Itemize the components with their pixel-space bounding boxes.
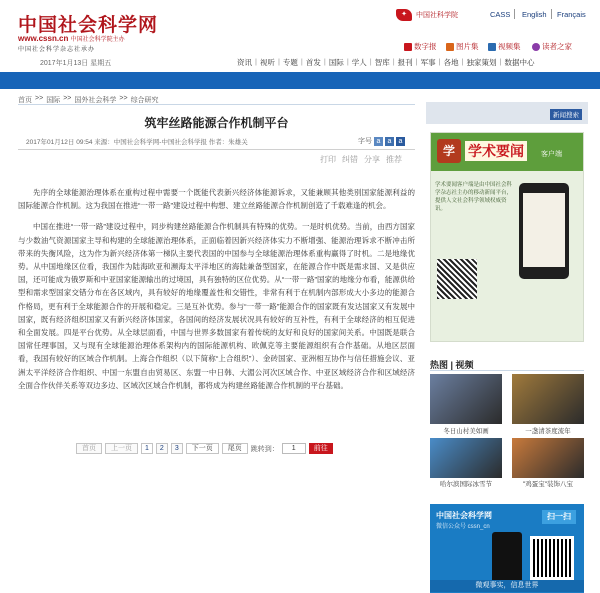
article-paragraph: 中国在推进“一带一路”建设过程中，同步构建丝路能源合作机制具有特殊的优势。一是时机优势。当前，由西方国家与少数油气资源国家主导和构建的全球能源治理体系，正面临着因新兴经济体实力不断增强、能源治理诉求不断冲击所带来的失衡风险，这为作为新兴经济体第一梯队主要代表国的中国参与全球能源治理体系重构赢得了时机。二是地缘优势。从中国地缘区位看，我国作为陆海欧亚和濒海太平洋地区的海陆兼备型国家，在能源合作中既是需求国、又是供应国，还可能成为俄罗斯和中亚国家能源输出的过境国，具有独特的区位优势。从“一带一路”国家的地缘分布看，能源供给型和需求型国家交错分布在各区域内，具有较好的地缘覆盖性和交错性，非常有利于在机制内部形成大小多边的能源合作格局，更有利于全球能源合作的开展和稳定。三是互补优势。参与“一带一路”能源合作的国家既有发达国家又有发展中国家，既有经济组织国家又有新兴经济体国家，各国间的经济发展状况具有较好的互补性，有利于全球经济的相互促进和全面发展。四是平台优势。从全球层面看，中国与世界多数国家有着传统的友好和良好的国家间关系。中国既是联合国常任理事国，又与现有全球能源治理体系架构内的国际能源机构、欧佩克等主要能源组织有合作基础。从地区层面看，我国有较好的区域合作机制。上海合作组织（以下简称“上合组织”）、金砖国家、亚洲相互协作与信任措施会议、亚洲太平洋经济合作组织、中国一东盟自由贸易区、东盟一中日韩、大湄公河次区域合作、中亚区域经济合作和区域经济全面合作伙伴关系等双边多边、区域次区域合作机制，都将成为构建丝路能源合作机制的平台基础。 xyxy=(18,222,415,390)
ad-title: 中国社会科学网 xyxy=(436,511,492,520)
report-error-link[interactable]: 纠错 xyxy=(342,155,358,164)
print-link[interactable]: 打印 xyxy=(320,155,336,164)
nav-item[interactable]: 国际 xyxy=(328,58,344,67)
breadcrumb-sep: >> xyxy=(63,95,72,102)
thumbnail-caption[interactable]: 一盏清茶度流年 xyxy=(525,428,571,435)
site-logo[interactable]: 中国社会科学网 xyxy=(18,14,159,36)
thumbnail-caption[interactable]: 冬日山村美如画 xyxy=(443,428,489,435)
qr-code-icon xyxy=(530,536,574,580)
font-large-button[interactable]: a xyxy=(396,137,405,146)
go-button[interactable]: 前往 xyxy=(309,443,333,454)
breadcrumb-foreign-social-science[interactable]: 国外社会科学 xyxy=(74,97,117,104)
next-page-button[interactable]: 下一页 xyxy=(186,443,219,454)
article-title: 筑牢丝路能源合作机制平台 xyxy=(144,116,289,130)
site-org: 中国社会科学杂志社承办 xyxy=(18,47,96,53)
article-body xyxy=(18,186,415,400)
nav-item[interactable]: 各地 xyxy=(443,58,459,67)
pagination xyxy=(76,443,333,454)
thumbnail-image[interactable] xyxy=(430,374,502,424)
recommend-link[interactable]: 推荐 xyxy=(386,155,402,164)
nav-item[interactable]: 专题 xyxy=(282,58,298,67)
quick-link-label: 读者之家 xyxy=(542,42,572,51)
article-meta: 2017年01月12日 09:54 来源：中国社会科学网-中国社会科学报 作者：朱雄关 xyxy=(26,139,248,146)
font-size-controls xyxy=(358,136,405,146)
video-icon xyxy=(488,43,496,51)
font-small-button[interactable]: a xyxy=(374,137,383,146)
nav-item[interactable]: 报刊 xyxy=(397,58,413,67)
academic-news-app-ad[interactable] xyxy=(430,132,584,342)
phone-icon xyxy=(492,532,522,586)
font-medium-button[interactable]: a xyxy=(385,137,394,146)
quick-link-newspaper[interactable] xyxy=(404,41,437,52)
thumbnail-image[interactable] xyxy=(430,438,502,478)
first-page-button[interactable]: 首页 xyxy=(76,443,102,454)
ad-title: 学术要闻 xyxy=(465,141,527,161)
share-link[interactable]: 分享 xyxy=(364,155,380,164)
nav-item[interactable]: 独家策划 xyxy=(466,58,497,67)
current-date: 2017年1月13日 星期五 xyxy=(40,60,112,67)
article-tools xyxy=(320,154,402,165)
ad-description: 学术要闻客户端是由中国社会科学杂志社主办的移动新闻平台，提供人文社会科学领域权威资讯。 xyxy=(435,182,513,212)
qr-code-icon xyxy=(437,259,477,299)
lang-english-link[interactable]: English xyxy=(522,10,547,19)
hot-section-title[interactable]: 热图 | 视频 xyxy=(430,360,474,370)
lang-cass-link[interactable]: CASS xyxy=(490,10,511,19)
divider xyxy=(551,9,552,19)
nav-item[interactable]: 资讯 xyxy=(237,58,252,67)
breadcrumb-sep: >> xyxy=(35,95,44,102)
site-url-text[interactable]: www.cssn.cn xyxy=(18,34,69,43)
phone-screen xyxy=(523,193,565,267)
quick-link-videos[interactable] xyxy=(488,41,521,52)
quick-link-readers[interactable] xyxy=(532,41,572,52)
jump-label: 跳转到： xyxy=(250,445,279,453)
lang-french-link[interactable]: Français xyxy=(557,10,586,19)
page-number-button[interactable]: 1 xyxy=(141,443,153,454)
thumbnail-caption[interactable]: 哈尔滨国际冰雪节 xyxy=(440,481,492,488)
sidebar-search-bar xyxy=(426,102,588,124)
page-number-button[interactable]: 3 xyxy=(171,443,183,454)
cass-brand-text: 中国社科学院 xyxy=(416,12,458,19)
nav-item[interactable]: 学人 xyxy=(351,58,367,67)
ad-subtitle: 微信公众号 cssn_cn xyxy=(436,524,490,530)
page-number-button[interactable]: 2 xyxy=(156,443,168,454)
divider xyxy=(18,149,415,150)
quick-link-label: 视频集 xyxy=(498,42,521,51)
breadcrumb-sep: >> xyxy=(119,95,128,102)
nav-item[interactable]: 视听 xyxy=(259,58,275,67)
app-logo-icon: 学 xyxy=(437,139,461,163)
jump-page-input[interactable]: 1 xyxy=(282,443,306,454)
cass-brand[interactable] xyxy=(396,9,458,21)
thumbnail-image[interactable] xyxy=(512,438,584,478)
nav-bar xyxy=(0,72,600,89)
newspaper-icon xyxy=(404,43,412,51)
nav-item[interactable]: 智库 xyxy=(374,58,390,67)
photo-icon xyxy=(446,43,454,51)
breadcrumb-comprehensive[interactable]: 综合研究 xyxy=(130,97,159,104)
font-size-label: 字号 xyxy=(358,138,372,145)
last-page-button[interactable]: 尾页 xyxy=(222,443,248,454)
divider xyxy=(430,370,584,371)
cass-logo-icon: ✦ xyxy=(396,9,412,21)
prev-page-button[interactable]: 上一页 xyxy=(105,443,138,454)
news-search-button[interactable]: 新闻搜索 xyxy=(550,109,582,120)
ad-subtitle: 客户端 xyxy=(541,151,562,158)
site-url-sub: 中国社会科学院主办 xyxy=(70,37,125,43)
wechat-slogan: 微观事实，信息世界 xyxy=(430,580,584,592)
reader-icon xyxy=(532,43,540,51)
thumbnail-caption[interactable]: "鸡蛋宝"装饰八宝 xyxy=(522,481,574,488)
quick-link-label: 图片集 xyxy=(456,42,479,51)
scan-label: 扫一扫 xyxy=(542,510,576,524)
nav-item[interactable]: 数据中心 xyxy=(504,58,535,67)
nav-item[interactable]: 军事 xyxy=(420,58,436,67)
top-nav: 资讯 | 视听 | 专题 | 首发 | 国际 | 学人 | 智库 | 报刊 | 军事 | 各地 | 独家策划 | 数据中心 xyxy=(234,57,537,68)
breadcrumb-home[interactable]: 首页 xyxy=(18,97,32,104)
site-header xyxy=(0,0,600,72)
divider xyxy=(514,9,515,19)
thumbnail-image[interactable] xyxy=(512,374,584,424)
site-url xyxy=(18,34,125,43)
article-paragraph: 先序的全球能源治理体系在重构过程中需要一个既能代表新兴经济体能源诉求，又能兼顾其他类别国家能源利益的国际能源合作机制。这为我国在推进“一带一路”建设过程中构想、建立丝路能源合作机制创造了千载难逢的机会。 xyxy=(18,188,415,211)
divider xyxy=(18,104,415,105)
quick-link-label: 数字报 xyxy=(414,42,437,51)
breadcrumb-international[interactable]: 国际 xyxy=(46,97,61,104)
nav-item[interactable]: 首发 xyxy=(305,58,321,67)
quick-link-photos[interactable] xyxy=(446,41,479,52)
